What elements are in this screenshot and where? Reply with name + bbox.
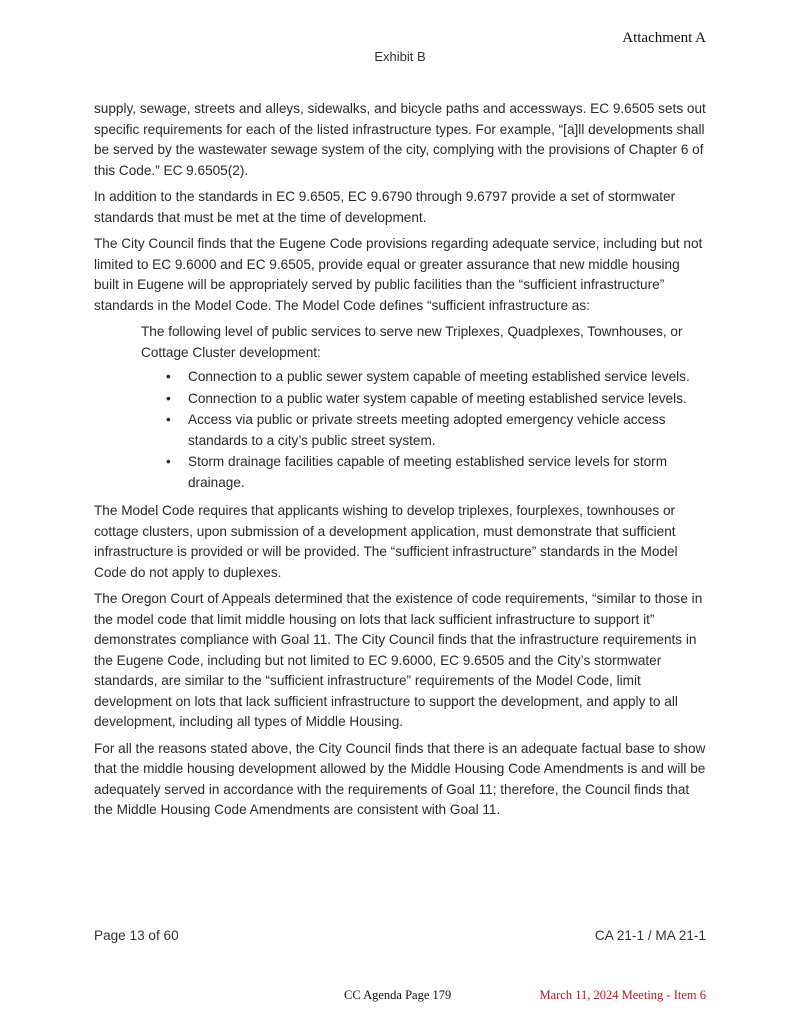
paragraph: The City Council finds that the Eugene Code provisions regarding adequate service, including but not limited to EC 9.6000 and EC 9.6505, provide equal or greater assurance that new middle housing built in Eugene will be appropriately served by public facilities than the “sufficient infrastructure” standards in the Model Code. The Model Code defines “sufficient infrastructure as: xyxy=(94,236,703,313)
paragraph: In addition to the standards in EC 9.6505, EC 9.6790 through 9.6797 provide a set of stormwater standards that must be met at the time of development. xyxy=(94,189,676,225)
bullet-icon: • xyxy=(166,454,171,469)
document-body xyxy=(94,99,708,827)
exhibit-label: Exhibit B xyxy=(374,49,426,64)
list-item xyxy=(141,452,708,493)
list-item xyxy=(141,367,708,388)
model-code-quote xyxy=(141,322,708,493)
list-item-text: Access via public or private streets meeting adopted emergency vehicle access standards to a city’s public street system. xyxy=(188,412,666,448)
paragraph: For all the reasons stated above, the City Council finds that there is an adequate factual base to show that the middle housing development allowed by the Middle Housing Code Amendments is and will be adequately served in accordance with the requirements of Goal 11; therefore, the Council finds that the Middle Housing Code Amendments are consistent with Goal 11. xyxy=(94,740,706,817)
paragraph: supply, sewage, streets and alleys, sidewalks, and bicycle paths and accessways. EC 9.6505 sets out specific requirements for each of the listed infrastructure types. For example, “[a]ll developments shall be served by the wastewater sewage system of the city, complying with the provisions of Chapter 6 of this Code.” EC 9.6505(2). xyxy=(94,101,706,178)
list-item xyxy=(141,410,708,451)
paragraph: The Model Code requires that applicants wishing to develop triplexes, fourplexes, townhouses or cottage clusters, upon submission of a development application, must demonstrate that sufficient infrastructure is provided or will be provided. The “sufficient infrastructure” standards in the Model Code do not apply to duplexes. xyxy=(94,503,678,580)
bullet-icon: • xyxy=(166,412,171,427)
infrastructure-list xyxy=(141,367,708,493)
quote-intro: The following level of public services to serve new Triplexes, Quadplexes, Townhouses, or Cottage Cluster development: xyxy=(141,324,683,360)
list-item-text: Connection to a public water system capable of meeting established service levels. xyxy=(188,390,687,406)
list-item-text: Storm drainage facilities capable of meeting established service levels for storm drainage. xyxy=(188,454,668,490)
case-number: CA 21-1 / MA 21-1 xyxy=(594,928,706,943)
meeting-label: March 11, 2024 Meeting - Item 6 xyxy=(539,988,706,1002)
list-item-text: Connection to a public sewer system capable of meeting established service levels. xyxy=(188,369,690,384)
list-item xyxy=(141,389,708,410)
bullet-icon: • xyxy=(166,390,171,406)
paragraph: The Oregon Court of Appeals determined that the existence of code requirements, “similar to those in the model code that limit middle housing on lots that lack sufficient infrastructure to support it” demonstrates compliance with Goal 11. The City Council finds that the infrastructure requirements in the Eugene Code, including but not limited to EC 9.6000, EC 9.6505 and the City’s stormwater standards, are similar to the “sufficient infrastructure” requirements of the Model Code, limit development on lots that lack sufficient infrastructure to support the development, and apply to all development, including all types of Middle Housing. xyxy=(94,591,703,729)
page-number: Page 13 of 60 xyxy=(94,928,179,943)
agenda-page: CC Agenda Page 179 xyxy=(344,988,452,1002)
attachment-label: Attachment A xyxy=(622,30,706,46)
bullet-icon: • xyxy=(166,369,171,384)
